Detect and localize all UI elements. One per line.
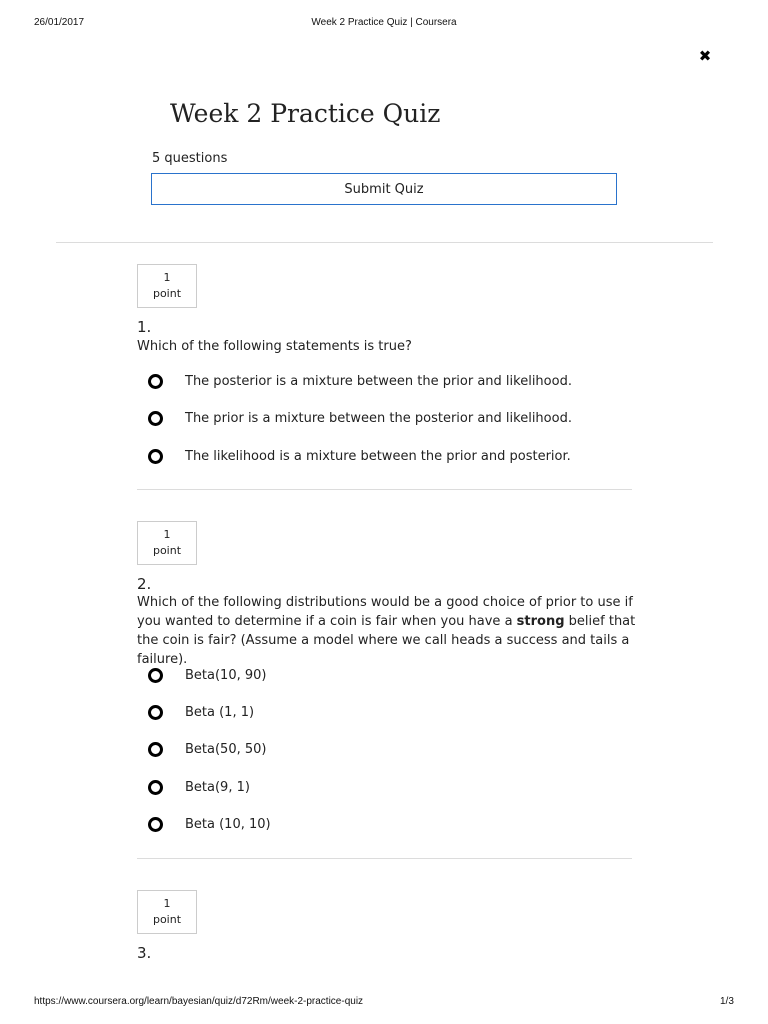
answer-option[interactable]: [146, 701, 254, 723]
question-number: 1.: [137, 318, 152, 336]
quiz-title: Week 2 Practice Quiz: [170, 99, 441, 128]
points-badge: [137, 890, 197, 934]
radio-button[interactable]: [148, 668, 163, 683]
question-divider: [137, 489, 632, 490]
print-page-title: Week 2 Practice Quiz | Coursera: [311, 17, 457, 28]
points-value: 1: [163, 528, 171, 541]
radio-button[interactable]: [148, 742, 163, 757]
question-text-emphasis: strong: [516, 614, 565, 629]
points-badge: [137, 264, 197, 308]
radio-button[interactable]: [148, 449, 163, 464]
points-unit: point: [152, 287, 182, 300]
points-badge: [137, 521, 197, 565]
option-label: Beta(10, 90): [185, 667, 267, 683]
question-divider: [137, 858, 632, 859]
option-label: The posterior is a mixture between the prior and likelihood.: [185, 373, 572, 389]
points-value: 1: [163, 271, 171, 284]
header-divider: [56, 242, 713, 243]
close-icon[interactable]: ✖: [698, 47, 712, 65]
answer-option[interactable]: [146, 370, 572, 392]
option-label: Beta (10, 10): [185, 816, 271, 832]
submit-quiz-button[interactable]: Submit Quiz: [151, 173, 617, 205]
question-text: [137, 593, 637, 669]
answer-option[interactable]: [146, 664, 266, 686]
question-number: 3.: [137, 944, 152, 962]
option-label: The likelihood is a mixture between the prior and posterior.: [185, 448, 571, 464]
question-text-part: belief that the coin is fair? (Assume a model where we call heads a success and tails a failure).: [137, 614, 636, 667]
answer-option[interactable]: [146, 445, 571, 467]
points-value: 1: [163, 897, 171, 910]
option-label: Beta(9, 1): [185, 779, 250, 795]
answer-option[interactable]: [146, 813, 271, 835]
radio-button[interactable]: [148, 705, 163, 720]
radio-button[interactable]: [148, 817, 163, 832]
question-count: 5 questions: [152, 151, 228, 166]
answer-option[interactable]: [146, 407, 572, 429]
answer-option[interactable]: [146, 776, 250, 798]
option-label: The prior is a mixture between the posterior and likelihood.: [185, 410, 572, 426]
radio-button[interactable]: [148, 780, 163, 795]
radio-button[interactable]: [148, 374, 163, 389]
print-url: https://www.coursera.org/learn/bayesian/quiz/d72Rm/week-2-practice-quiz: [34, 996, 364, 1007]
points-unit: point: [152, 544, 182, 557]
radio-button[interactable]: [148, 411, 163, 426]
question-number: 2.: [137, 575, 152, 593]
print-date: 26/01/2017: [34, 17, 85, 28]
question-text: Which of the following statements is true?: [137, 339, 412, 354]
option-label: Beta (1, 1): [185, 704, 255, 720]
points-unit: point: [152, 913, 182, 926]
print-page-number: 1/3: [720, 996, 734, 1007]
question-text-part: Which of the following distributions would be a good choice of prior to use if you wanted to determine if a coin is fair when you have a: [137, 595, 633, 629]
option-label: Beta(50, 50): [185, 741, 267, 757]
answer-option[interactable]: [146, 738, 266, 760]
